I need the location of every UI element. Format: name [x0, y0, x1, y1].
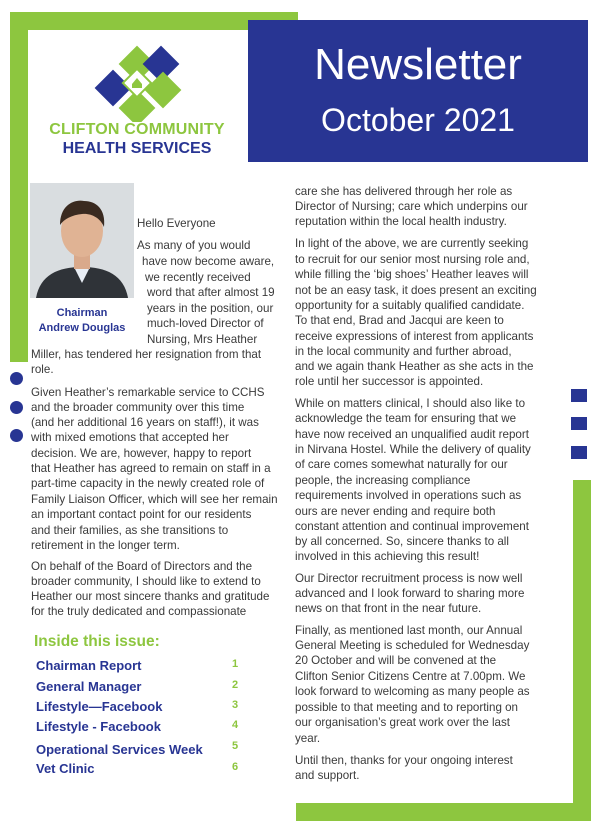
text-line: of care comes somewhat naturally for our	[295, 458, 508, 471]
text-line: Given Heather’s remarkable service to CCHS	[31, 386, 265, 399]
text-line: have now become aware,	[142, 255, 275, 268]
text-line: advanced and I look forward to sharing more	[295, 587, 525, 600]
text-line: with mixed emotions that accepted her	[31, 431, 229, 444]
text-line: have now received an unqualified audit report	[295, 428, 529, 441]
text-line: in the local community and further abroad,	[295, 345, 512, 358]
bullet-dot	[10, 429, 23, 442]
text-line: decision. We are, however, happy to report	[31, 447, 252, 460]
text-line: role until her successor is appointed.	[295, 375, 484, 388]
text-line: Finally, as mentioned last month, our Annual	[295, 624, 523, 637]
text-line: Director of Nursing; care which underpins our	[295, 200, 528, 213]
text-line: word that after almost 19	[147, 286, 275, 299]
text-line: Miller, has tendered her resignation from that	[31, 348, 262, 361]
toc-item-label[interactable]: Operational Services Week	[36, 742, 203, 757]
text-line: not be an easy task, it does present an exciting	[295, 284, 537, 297]
toc-item-page: 4	[232, 719, 239, 731]
text-line: our organisation’s great work over the last	[295, 716, 511, 729]
green-frame-right	[573, 480, 591, 820]
text-line: and we again thank Heather as she acts in the	[295, 360, 534, 373]
bullet-dot	[10, 372, 23, 385]
text-line: possible to that meeting and to reporting on	[295, 701, 519, 714]
toc-item-page: 6	[232, 761, 239, 773]
green-frame-left	[10, 12, 28, 362]
text-line: that Heather has agreed to remain on staff in a	[31, 462, 271, 475]
text-line: people, the increasing compliance	[295, 474, 471, 487]
text-line: while filling the ‘big shoes’ Heather leaves will	[295, 268, 529, 281]
chairman-role-caption: Chairman	[56, 307, 108, 319]
text-line: for the truly dedicated and compassionate	[31, 605, 247, 618]
chairman-name-caption: Andrew Douglas	[38, 322, 126, 334]
toc-item-page: 5	[232, 740, 239, 752]
text-line: (and her additional 16 years on staff!), it was	[31, 416, 259, 429]
organization-name-line2: HEALTH SERVICES	[62, 140, 212, 157]
text-line: news on that front in the near future.	[295, 602, 482, 615]
text-line: Nursing, Mrs Heather	[147, 333, 258, 346]
text-line: constant attention and continual improvement	[295, 520, 529, 533]
text-line: While on matters clinical, I should also like to	[295, 397, 526, 410]
text-line: role.	[31, 363, 54, 376]
organization-logo	[90, 40, 186, 122]
text-line: requirements involved in operations such as	[295, 489, 522, 502]
toc-item-label[interactable]: Lifestyle - Facebook	[36, 719, 161, 734]
chairman-photo	[30, 183, 134, 298]
text-line: and their families, as she transitions to	[31, 524, 229, 537]
organization-name-line1: CLIFTON COMMUNITY	[49, 121, 225, 138]
text-line: On behalf of the Board of Directors and the	[31, 560, 253, 573]
inside-issue-title: Inside this issue:	[34, 633, 160, 650]
text-line: Our Director recruitment process is now well	[295, 572, 523, 585]
toc-item-label[interactable]: Lifestyle—Facebook	[36, 699, 163, 714]
text-line: look forward to welcoming as many people as	[295, 685, 530, 698]
text-line: General Meeting is scheduled for Wednesday	[295, 639, 530, 652]
text-line: we recently received	[145, 271, 251, 284]
text-line: by all concerned. So, sincere thanks to all	[295, 535, 509, 548]
text-line: involved in this achieving this result!	[295, 550, 480, 563]
text-line: and support.	[295, 769, 360, 782]
toc-item-label[interactable]: Chairman Report	[36, 658, 142, 673]
green-frame-bottom	[296, 803, 591, 821]
decorative-square	[571, 446, 587, 459]
newsletter-title: Newsletter	[314, 40, 522, 89]
toc-item-label[interactable]: Vet Clinic	[36, 761, 95, 776]
text-line: part-time capacity in the newly created role of	[31, 477, 265, 490]
newsletter-banner	[248, 20, 588, 162]
text-line: Heather our most sincere thanks and gratitude	[31, 590, 270, 603]
text-line: in Nirvana Hostel. While the delivery of quality	[295, 443, 531, 456]
text-line: Family Liaison Officer, which will see her remain	[31, 493, 278, 506]
text-line: care she has delivered through her role as	[295, 185, 513, 198]
text-line: retirement in the longer term.	[31, 539, 180, 552]
text-line: much-loved Director of	[147, 317, 264, 330]
text-line: receive expressions of interest from applicants	[295, 330, 534, 343]
newsletter-date: October 2021	[321, 102, 515, 138]
text-line: years in the position, our	[147, 302, 274, 315]
text-line: reputation within the local health industry.	[295, 215, 507, 228]
text-line: ours are never ending and require both	[295, 505, 496, 518]
text-line: and the broader community over this time	[31, 401, 245, 414]
bullet-dot	[10, 401, 23, 414]
text-line: an important contact point for our residents	[31, 508, 252, 521]
text-line: broader community, I should like to extend to	[31, 575, 261, 588]
text-line: year.	[295, 732, 321, 745]
text-line: In light of the above, we are currently seeking	[295, 237, 529, 250]
toc-item-label[interactable]: General Manager	[36, 679, 142, 694]
text-line: Hello Everyone	[137, 217, 216, 230]
text-line: 20 October and will be convened at the	[295, 654, 497, 667]
text-line: Clifton Senior Citizens Centre at 7.00pm. We	[295, 670, 526, 683]
decorative-square	[571, 389, 587, 402]
decorative-square	[571, 417, 587, 430]
toc-item-page: 3	[232, 699, 239, 711]
toc-item-page: 1	[232, 658, 239, 670]
text-line: Until then, thanks for your ongoing interest	[295, 754, 513, 767]
text-line: to recruit for our senior most nursing role and,	[295, 253, 530, 266]
toc-item-page: 2	[232, 679, 239, 691]
text-line: As many of you would	[137, 239, 251, 252]
text-line: To that end, Brad and Jacqui are keen to	[295, 314, 504, 327]
text-line: opportunity for a suitably qualified candidate.	[295, 299, 525, 312]
text-line: acknowledge the team for ensuring that we	[295, 412, 517, 425]
